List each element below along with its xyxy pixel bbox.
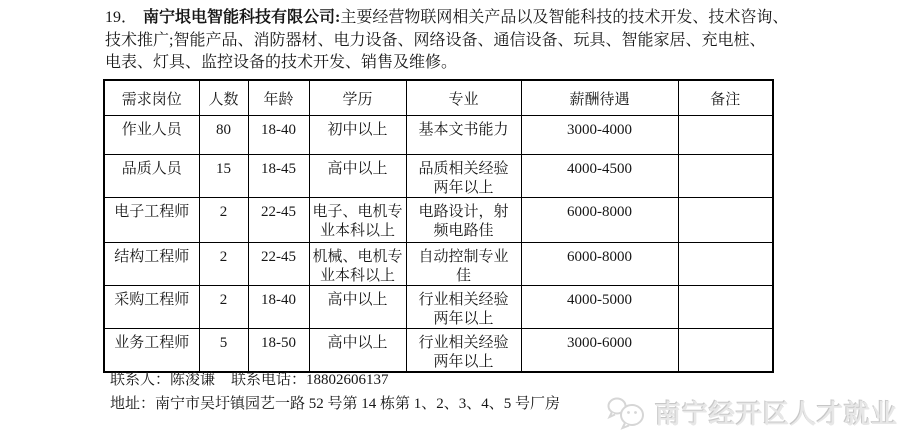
cell-note [678, 155, 773, 198]
cell-age: 18-40 [248, 116, 309, 155]
contact-phone: 18802606137 [306, 372, 389, 388]
cell-education: 高中以上 [309, 286, 406, 329]
cell-education: 高中以上 [309, 329, 406, 373]
wechat-icon [606, 395, 648, 431]
table-row [104, 286, 773, 329]
jobs-table [103, 79, 774, 373]
table-row [104, 155, 773, 198]
cell-major: 行业相关经验 两年以上 [406, 286, 521, 329]
watermark [606, 394, 898, 431]
cell-salary: 6000-8000 [521, 243, 678, 286]
intro-line-2: 技术推广;智能产品、消防器材、电力设备、网络设备、通信设备、玩具、智能家居、充电桩、 [105, 31, 766, 49]
cell-count: 5 [199, 329, 248, 373]
table-row [104, 198, 773, 243]
col-header-salary: 薪酬待遇 [521, 80, 678, 116]
cell-note [678, 198, 773, 243]
col-header-age: 年龄 [248, 80, 309, 116]
cell-position: 作业人员 [104, 116, 199, 155]
cell-salary: 3000-6000 [521, 329, 678, 373]
intro-line-1 [105, 7, 788, 30]
cell-count: 80 [199, 116, 248, 155]
table-row [104, 243, 773, 286]
cell-major: 自动控制专业 佳 [406, 243, 521, 286]
company-name: 南宁垠电智能科技有限公司: [143, 9, 341, 26]
cell-age: 18-45 [248, 155, 309, 198]
cell-count: 2 [199, 243, 248, 286]
cell-position: 采购工程师 [104, 286, 199, 329]
cell-education: 机械、电机专 业本科以上 [309, 243, 406, 286]
address-text: 南宁市吴圩镇园艺一路 52 号第 14 栋第 1、2、3、4、5 号厂房 [155, 396, 561, 412]
cell-position: 结构工程师 [104, 243, 199, 286]
cell-education: 初中以上 [309, 116, 406, 155]
contact-person-label: 联系人： [110, 372, 171, 388]
cell-note [678, 329, 773, 373]
cell-salary: 3000-4000 [521, 116, 678, 155]
cell-note [678, 286, 773, 329]
cell-major: 品质相关经验 两年以上 [406, 155, 521, 198]
address-label: 地址： [110, 396, 156, 412]
table-header-row [104, 80, 773, 116]
contact-line [110, 368, 389, 389]
cell-age: 22-45 [248, 243, 309, 286]
table-row [104, 116, 773, 155]
cell-count: 2 [199, 286, 248, 329]
item-number: 19． [105, 9, 138, 26]
cell-count: 2 [199, 198, 248, 243]
col-header-major: 专业 [406, 80, 521, 116]
cell-age: 18-40 [248, 286, 309, 329]
cell-major: 电路设计，射 频电路佳 [406, 198, 521, 243]
cell-position: 业务工程师 [104, 329, 199, 373]
cell-age: 22-45 [248, 198, 309, 243]
contact-phone-label: 联系电话： [231, 372, 307, 388]
cell-salary: 6000-8000 [521, 198, 678, 243]
watermark-text: 南宁经开区人才就业 [655, 400, 898, 429]
col-header-education: 学历 [309, 80, 406, 116]
col-header-position: 需求岗位 [104, 80, 199, 116]
cell-count: 15 [199, 155, 248, 198]
cell-major: 基本文书能力 [406, 116, 521, 155]
cell-education: 高中以上 [309, 155, 406, 198]
cell-salary: 4000-5000 [521, 286, 678, 329]
cell-position: 电子工程师 [104, 198, 199, 243]
cell-position: 品质人员 [104, 155, 199, 198]
cell-salary: 4000-4500 [521, 155, 678, 198]
intro-line-3: 电表、灯具、监控设备的技术开发、销售及维修。 [105, 54, 458, 71]
table-row [104, 329, 773, 373]
address-line [110, 392, 560, 413]
col-header-note: 备注 [678, 80, 773, 116]
cell-major: 行业相关经验 两年以上 [406, 329, 521, 373]
intro-paragraph [105, 7, 788, 75]
col-header-count: 人数 [199, 80, 248, 116]
cell-education: 电子、电机专 业本科以上 [309, 198, 406, 243]
contact-person: 陈浚谦 [170, 372, 216, 388]
intro-line1-text: 主要经营物联网相关产品以及智能科技的技术开发、技术咨询、 [340, 9, 789, 26]
cell-note [678, 116, 773, 155]
cell-age: 18-50 [248, 329, 309, 373]
cell-note [678, 243, 773, 286]
